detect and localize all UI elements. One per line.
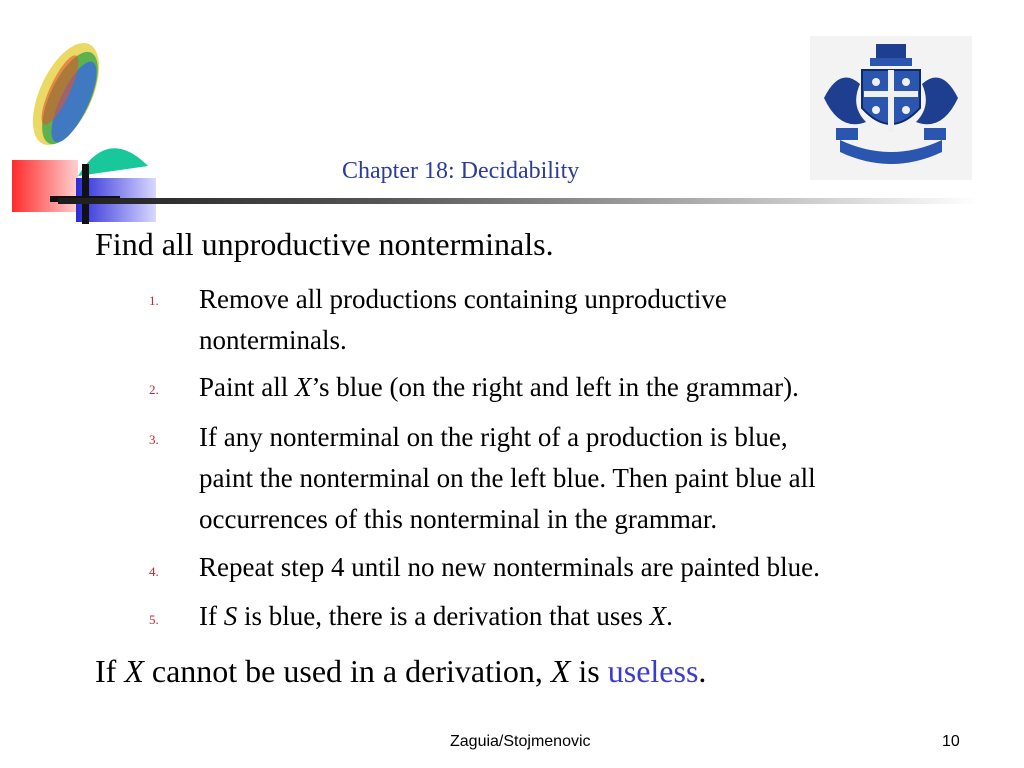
step-1-line-1: Remove all productions containing unproductive: [199, 284, 727, 314]
bullet-find-unproductive: Find all unproductive nonterminals.: [95, 226, 554, 262]
step-5-mid: is blue, there is a derivation that uses: [237, 601, 650, 631]
step-number-5: 5.: [149, 612, 159, 627]
step-5-var-x: X: [649, 601, 667, 631]
step-5-pre: If: [199, 601, 224, 631]
step-5: [199, 596, 999, 637]
step-number-1: 1.: [149, 293, 159, 308]
slide-title: Chapter 18: Decidability: [342, 158, 580, 184]
step-2-post: ’s blue (on the right and left in the grammar).: [311, 372, 799, 402]
step-number-3: 3.: [149, 432, 159, 447]
university-crest-logo: [810, 36, 972, 180]
step-2-var-x: X: [295, 372, 312, 402]
step-3-line-3: occurrences of this nonterminal in the grammar.: [199, 504, 718, 534]
useless-mid: cannot be used in a derivation,: [143, 653, 551, 689]
step-3-line-2: paint the nonterminal on the left blue. Then paint blue all: [199, 463, 816, 493]
footer-page-number: 10: [942, 733, 960, 750]
step-1-line-2: nonterminals.: [199, 325, 347, 355]
step-5-post: .: [666, 601, 673, 631]
title-divider: [58, 198, 978, 204]
step-4: Repeat step 4 until no new nonterminals are painted blue.: [199, 552, 820, 582]
step-number-2: 2.: [149, 382, 159, 397]
step-3: [199, 417, 999, 540]
step-number-4: 4.: [149, 564, 159, 579]
useless-var-x-2: X: [550, 653, 571, 689]
useless-post: .: [698, 653, 707, 689]
useless-var-x-1: X: [124, 653, 144, 689]
step-2-pre: Paint all: [199, 372, 295, 402]
footer-author: Zaguia/Stojmenovic: [450, 733, 591, 750]
step-3-line-1: If any nonterminal on the right of a production is blue,: [199, 422, 788, 452]
step-5-var-s: S: [223, 601, 238, 631]
step-2: [199, 367, 999, 408]
step-1: [199, 279, 999, 361]
bullet-useless-definition: [95, 652, 706, 690]
useless-highlight: useless: [607, 653, 699, 689]
useless-mid2: is: [570, 653, 608, 689]
useless-pre: If: [95, 653, 125, 689]
